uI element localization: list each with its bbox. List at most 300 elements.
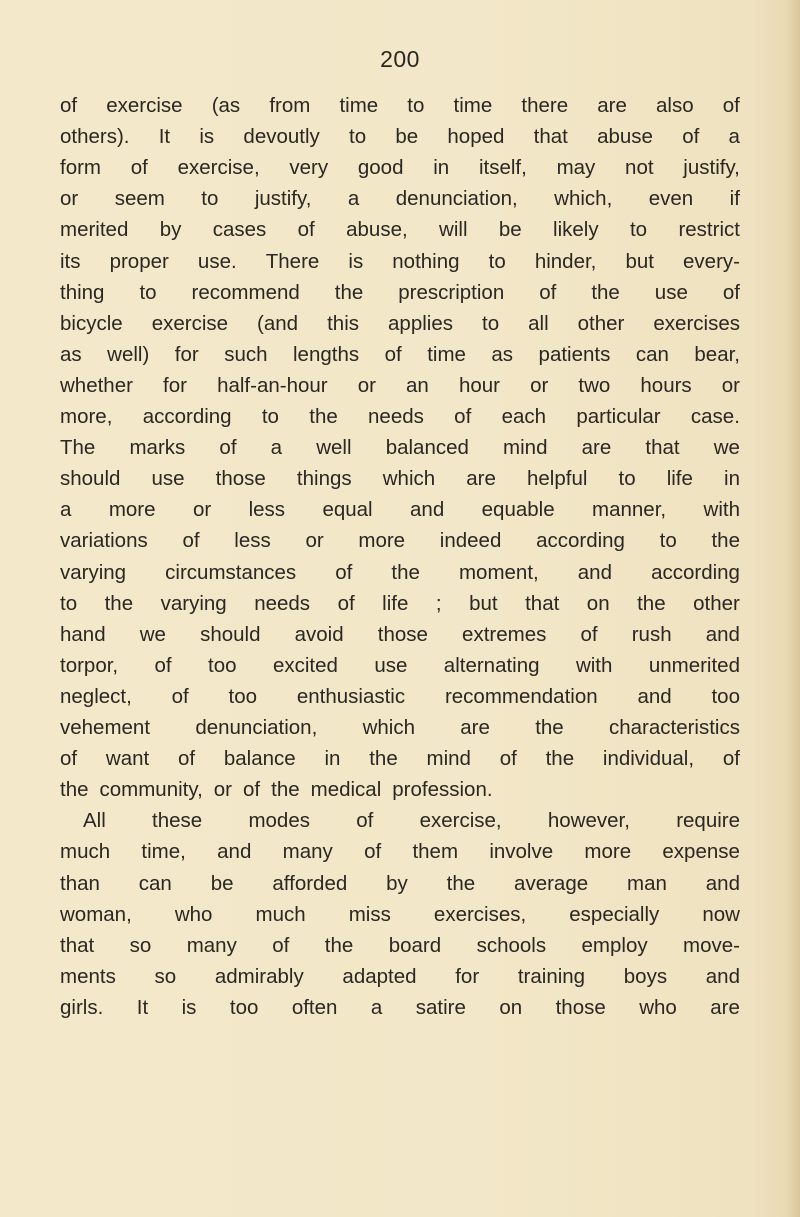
word: medical	[310, 778, 382, 802]
word: for	[163, 373, 187, 397]
word: admirably	[214, 964, 304, 988]
word: move-	[683, 933, 740, 957]
text-line	[60, 341, 740, 369]
word: the	[271, 778, 300, 802]
word: of	[337, 591, 355, 615]
word: merited	[60, 218, 129, 242]
word: we	[713, 436, 740, 460]
word: from	[269, 94, 311, 117]
text-line	[83, 807, 740, 835]
word: its	[60, 249, 81, 273]
word: of	[60, 94, 78, 117]
word: this	[327, 311, 359, 335]
word: to	[261, 405, 279, 428]
word: avoid	[294, 622, 344, 646]
word: nothing	[392, 249, 460, 273]
word: torpor,	[60, 653, 119, 677]
word: a	[270, 436, 283, 460]
word: ;	[435, 591, 442, 615]
word: exercise,	[419, 809, 502, 833]
word: which,	[554, 187, 613, 211]
word: but	[625, 249, 654, 273]
word: of	[722, 747, 740, 771]
word: a	[60, 498, 72, 522]
word: are	[466, 467, 496, 491]
word: and	[577, 560, 612, 584]
word: or	[530, 373, 549, 397]
word: all	[528, 311, 549, 335]
word: justify,	[683, 156, 740, 180]
word: that	[525, 591, 560, 615]
word: of	[499, 747, 517, 771]
text-line	[60, 248, 740, 276]
text-line	[60, 559, 740, 587]
word: characteristics	[608, 716, 740, 739]
word: each	[501, 405, 547, 428]
word: with	[703, 498, 740, 522]
word: every-	[683, 249, 740, 273]
text-line	[60, 590, 740, 618]
word: and	[637, 684, 672, 708]
word: in	[433, 156, 450, 180]
word: is	[348, 249, 364, 273]
word: who	[174, 902, 213, 926]
word: boys	[623, 964, 668, 988]
word: satire	[415, 995, 466, 1019]
word: according	[142, 405, 232, 428]
word: may	[556, 156, 596, 180]
word: that	[533, 125, 568, 149]
word: a	[347, 187, 360, 211]
word: for	[174, 342, 199, 366]
text-line	[60, 714, 740, 742]
word: exercise	[106, 94, 183, 117]
word: more	[108, 498, 156, 522]
word: too	[711, 684, 740, 708]
word: prescription	[398, 280, 505, 304]
page-number: 200	[380, 46, 420, 72]
word: schools	[476, 933, 547, 957]
word: as	[491, 342, 514, 366]
word: the	[545, 747, 575, 771]
word: to	[60, 591, 78, 615]
word: proper	[109, 249, 169, 273]
word: more	[358, 529, 406, 553]
word: and	[410, 498, 445, 522]
word: too	[229, 995, 259, 1019]
word: alternating	[443, 653, 540, 677]
word: bear,	[694, 342, 740, 366]
word: there	[521, 94, 569, 117]
word: exercise	[151, 311, 229, 335]
word: manner,	[592, 498, 667, 522]
text-line	[60, 901, 740, 929]
word: such	[224, 342, 268, 366]
word: so	[154, 964, 177, 988]
word: unmerited	[648, 653, 740, 677]
word: seem	[114, 187, 165, 211]
word: applies	[388, 311, 453, 335]
word: require	[676, 809, 740, 833]
word: helpful	[526, 467, 588, 491]
word: indeed	[439, 529, 502, 553]
word: marks	[129, 436, 186, 460]
word: balanced	[385, 436, 469, 460]
text-line	[60, 403, 740, 431]
word: who	[639, 995, 677, 1019]
word: form	[60, 156, 101, 180]
word: we	[139, 622, 166, 646]
text-line	[60, 652, 740, 680]
word: equal	[322, 498, 373, 522]
word: It	[136, 995, 149, 1019]
word: woman,	[60, 902, 132, 926]
word: use	[374, 653, 408, 677]
word: the	[591, 280, 620, 304]
word: according	[651, 560, 740, 584]
word: neglect,	[60, 684, 132, 708]
text-line	[60, 527, 740, 555]
word: and	[217, 840, 252, 864]
word: should	[200, 622, 261, 646]
word: use	[151, 467, 185, 491]
word: things	[296, 467, 352, 491]
word: vehement	[60, 716, 151, 739]
word: hoped	[447, 125, 505, 149]
word: of	[580, 622, 598, 646]
word: community,	[99, 778, 203, 802]
text-line	[60, 92, 740, 120]
word: are	[460, 716, 490, 739]
word: of	[722, 280, 740, 304]
word: should	[60, 467, 121, 491]
word: of	[454, 405, 472, 428]
word: on	[499, 995, 523, 1019]
word: can	[635, 342, 669, 366]
word: excited	[272, 653, 338, 677]
word: to	[407, 94, 425, 117]
word: to	[139, 280, 157, 304]
word: balance	[223, 747, 296, 771]
word: more	[584, 840, 632, 864]
word: less	[234, 529, 271, 553]
word: others).	[60, 125, 130, 149]
word: which	[382, 467, 436, 491]
word: the	[446, 871, 476, 895]
word: want	[105, 747, 150, 771]
word: of	[243, 778, 261, 802]
text-line	[60, 963, 740, 991]
word: if	[729, 187, 740, 211]
word: There	[265, 249, 320, 273]
word: recommend	[191, 280, 300, 304]
word: patients	[538, 342, 611, 366]
word: of	[384, 342, 402, 366]
word: now	[702, 902, 740, 926]
word: All	[83, 809, 106, 833]
word: of	[272, 933, 290, 957]
text-line	[60, 496, 740, 524]
word: training	[517, 964, 586, 988]
word: very	[289, 156, 329, 180]
word: a	[370, 995, 383, 1019]
word: hours	[640, 373, 692, 397]
text-line	[60, 434, 740, 462]
word: equable	[481, 498, 555, 522]
word: or	[192, 498, 212, 522]
word: to	[488, 249, 506, 273]
word: half-an-hour	[217, 373, 328, 397]
word: exercises,	[433, 902, 527, 926]
word: the	[324, 933, 354, 957]
word: adapted	[342, 964, 417, 988]
word: the	[369, 747, 398, 771]
text-line	[60, 745, 740, 773]
word: particular	[576, 405, 661, 428]
word: especially	[569, 902, 660, 926]
word: ments	[60, 964, 116, 988]
text-line	[60, 123, 740, 151]
word: girls.	[60, 995, 104, 1019]
text-line	[60, 216, 740, 244]
word: to	[659, 529, 677, 553]
word: which	[362, 716, 415, 739]
word: an	[406, 373, 429, 397]
word: exercises	[653, 311, 740, 335]
word: are	[581, 436, 612, 460]
word: two	[578, 373, 611, 397]
text-line	[60, 870, 740, 898]
word: much	[255, 902, 306, 926]
word: too	[208, 653, 237, 677]
word: with	[575, 653, 613, 677]
word: hand	[60, 622, 106, 646]
word: time	[427, 342, 466, 366]
word: of	[682, 125, 700, 149]
word: of	[177, 747, 196, 771]
word: than	[60, 871, 100, 895]
word: to	[201, 187, 219, 211]
word: restrict	[678, 218, 740, 242]
word: denunciation,	[395, 187, 518, 211]
text-line	[60, 279, 740, 307]
word: and	[705, 622, 740, 646]
word: or	[305, 529, 324, 553]
word: of	[130, 156, 148, 180]
word: average	[514, 871, 589, 895]
text-line	[60, 994, 740, 1022]
word: of	[60, 747, 78, 771]
word: itself,	[478, 156, 527, 180]
word: also	[656, 94, 694, 117]
text-line	[60, 185, 740, 213]
word: of	[335, 560, 353, 584]
word: miss	[348, 902, 391, 926]
word: individual,	[602, 747, 695, 771]
word: too	[228, 684, 258, 708]
word: use	[654, 280, 688, 304]
word: bicycle	[60, 311, 123, 335]
word: needs	[368, 405, 424, 428]
word: It	[158, 125, 171, 149]
word: expense	[662, 840, 740, 864]
page-edge-shadow	[786, 0, 800, 1217]
word: these	[152, 809, 203, 833]
word: by	[159, 218, 182, 242]
word: well)	[107, 342, 150, 366]
word: mind	[426, 747, 471, 771]
word: be	[395, 125, 419, 149]
word: rush	[631, 622, 672, 646]
word: profession.	[392, 778, 493, 802]
word: is	[181, 995, 197, 1019]
word: the	[309, 405, 338, 428]
word: abuse	[597, 125, 653, 149]
word: be	[498, 218, 522, 242]
word: according	[536, 529, 625, 553]
word: those	[215, 467, 266, 491]
word: in	[324, 747, 341, 771]
text-line	[60, 683, 740, 711]
text-line	[60, 621, 740, 649]
word: (as	[211, 94, 241, 117]
word: for	[455, 964, 480, 988]
word: not	[625, 156, 654, 180]
word: so	[129, 933, 152, 957]
word: of	[182, 529, 200, 553]
word: moment,	[458, 560, 539, 584]
text-line	[60, 465, 740, 493]
word: or	[60, 187, 79, 211]
word: a	[728, 125, 740, 149]
word: (and	[257, 311, 299, 335]
word: to	[482, 311, 500, 335]
word: those	[377, 622, 428, 646]
word: man	[627, 871, 667, 895]
word: involve	[489, 840, 554, 864]
word: good	[357, 156, 404, 180]
word: are	[710, 995, 740, 1019]
word: and	[705, 964, 740, 988]
word: devoutly	[243, 125, 320, 149]
word: case.	[690, 405, 740, 428]
word: hinder,	[534, 249, 597, 273]
word: time	[339, 94, 379, 117]
word: hour	[458, 373, 500, 397]
word: the	[391, 560, 420, 584]
word: those	[555, 995, 606, 1019]
word: recommendation	[444, 684, 598, 708]
word: enthusiastic	[296, 684, 406, 708]
word: circumstances	[165, 560, 297, 584]
word: much	[60, 840, 111, 864]
word: as	[60, 342, 82, 366]
word: other	[577, 311, 625, 335]
word: of	[364, 840, 382, 864]
word: or	[721, 373, 740, 397]
word: cases	[212, 218, 267, 242]
word: of	[297, 218, 315, 242]
word: varying	[60, 560, 127, 584]
word: in	[724, 467, 740, 491]
word: abuse,	[346, 218, 408, 242]
word: of	[356, 809, 374, 833]
word: time,	[141, 840, 186, 864]
word: modes	[248, 809, 310, 833]
text-line	[60, 838, 740, 866]
word: can	[138, 871, 172, 895]
word: life	[382, 591, 409, 615]
word: are	[597, 94, 627, 117]
word: time	[453, 94, 493, 117]
word: exercise,	[177, 156, 260, 180]
word: however,	[547, 809, 630, 833]
word: often	[291, 995, 338, 1019]
text-line	[60, 310, 740, 338]
word: the	[104, 591, 134, 615]
word: to	[618, 467, 636, 491]
word: or	[213, 778, 233, 802]
word: of	[154, 653, 172, 677]
word: of	[722, 94, 740, 117]
text-line	[60, 372, 740, 400]
word: other	[693, 591, 740, 615]
word: the	[334, 280, 364, 304]
word: extremes	[462, 622, 547, 646]
word: that	[60, 933, 95, 957]
word: justify,	[254, 187, 312, 211]
word: is	[199, 125, 215, 149]
word: varying	[160, 591, 227, 615]
word: variations	[60, 529, 148, 553]
word: them	[412, 840, 459, 864]
word: mind	[503, 436, 548, 460]
word: the	[637, 591, 666, 615]
text-line	[60, 776, 740, 804]
word: of	[219, 436, 237, 460]
word: denunciation,	[195, 716, 318, 739]
word: likely	[553, 218, 599, 242]
word: many	[282, 840, 333, 864]
word: the	[711, 529, 740, 553]
word: less	[248, 498, 286, 522]
word: well	[316, 436, 352, 460]
word: life	[666, 467, 693, 491]
word: to	[349, 125, 367, 149]
word: board	[388, 933, 442, 957]
word: the	[535, 716, 564, 739]
word: thing	[60, 280, 105, 304]
word: and	[705, 871, 740, 895]
word: or	[357, 373, 376, 397]
word: even	[648, 187, 694, 211]
word: whether	[60, 373, 133, 397]
word: of	[539, 280, 557, 304]
word: needs	[254, 591, 311, 615]
word: afforded	[272, 871, 348, 895]
word: more,	[60, 405, 113, 428]
word: employ	[581, 933, 648, 957]
word: the	[60, 778, 89, 802]
word: will	[439, 218, 468, 242]
word: The	[60, 436, 96, 460]
word: by	[386, 871, 408, 895]
word: be	[210, 871, 234, 895]
word: lengths	[293, 342, 360, 366]
word: use.	[197, 249, 237, 273]
word: but	[469, 591, 498, 615]
text-line	[60, 154, 740, 182]
